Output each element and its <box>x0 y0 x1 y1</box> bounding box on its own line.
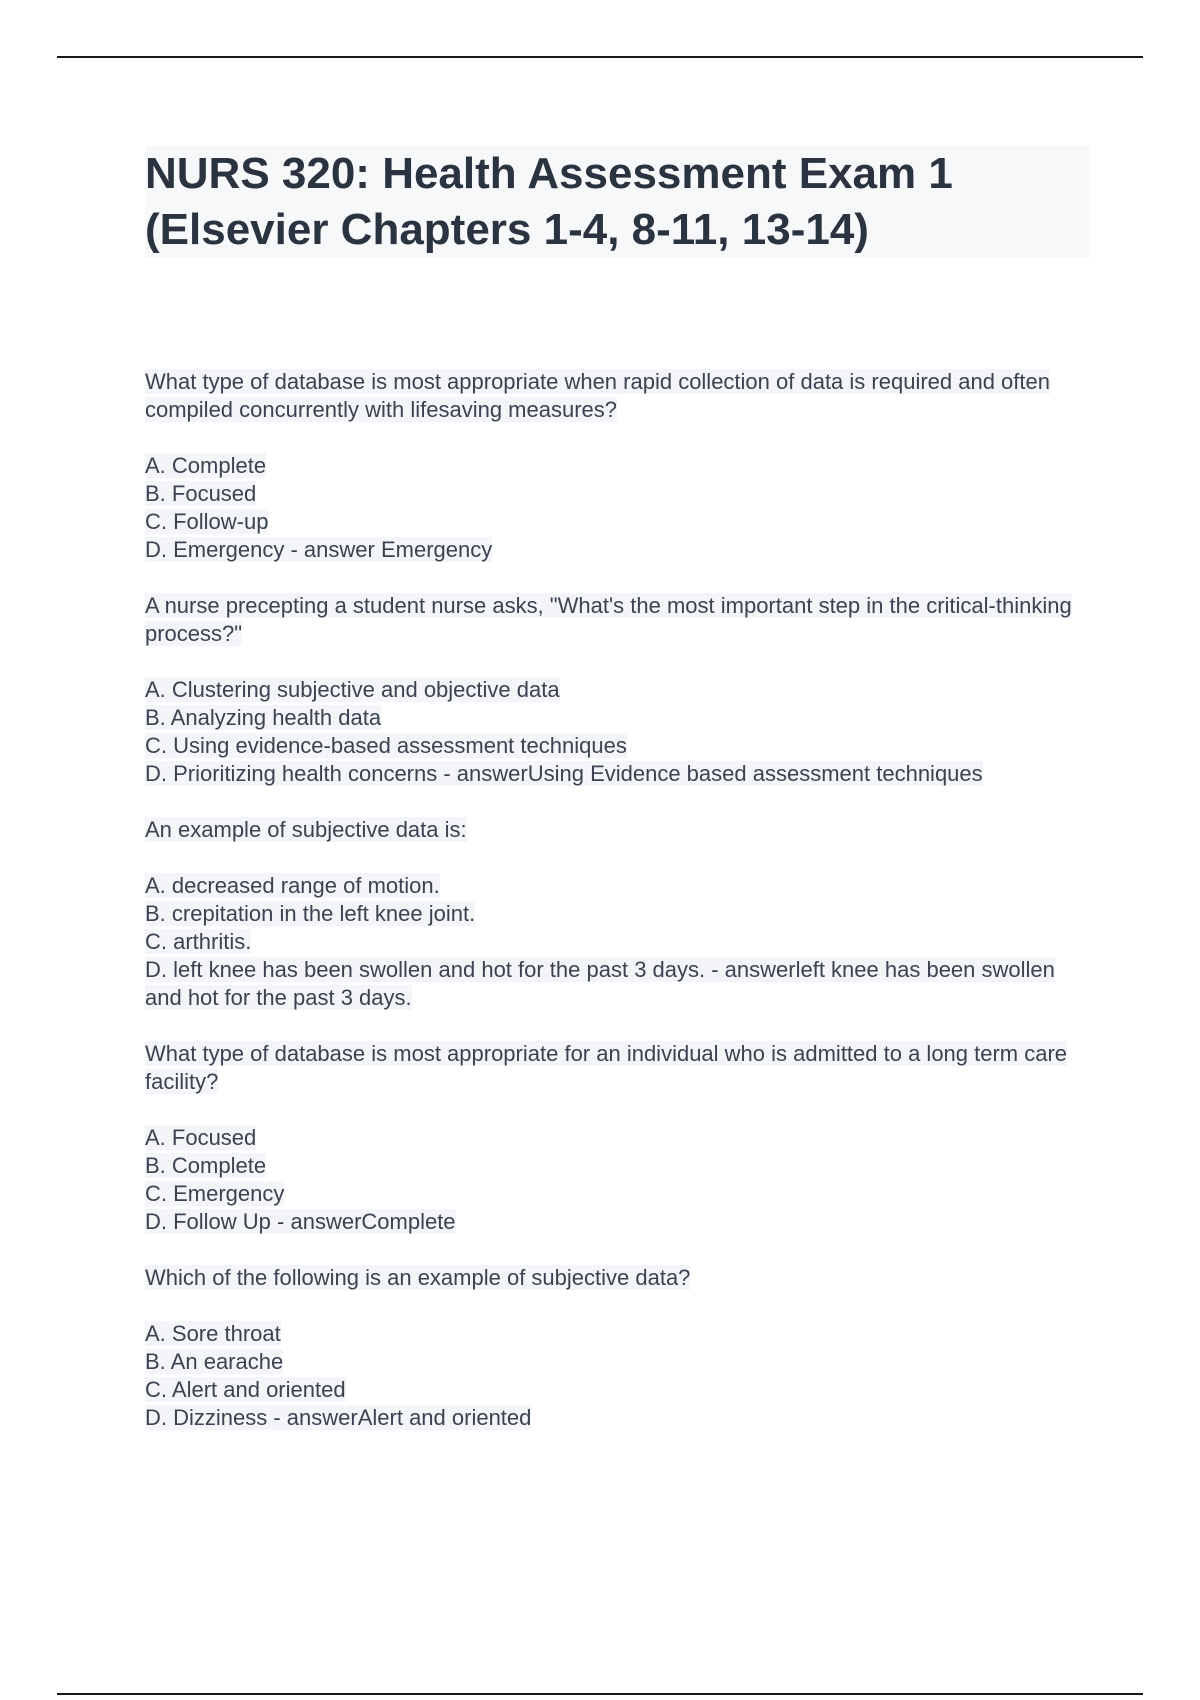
question-text: A nurse precepting a student nurse asks, "What's the most important step in the critical-thinking process?" <box>145 593 1072 646</box>
question-text: What type of database is most appropriate when rapid collection of data is required and often compiled concurrently with lifesaving measures? <box>145 369 1050 422</box>
answer-option: A. Complete <box>145 453 267 478</box>
answer-option: D. left knee has been swollen and hot for the past 3 days. - answerleft knee has been swollen and hot for the past 3 days. <box>145 957 1055 1010</box>
answer-option: C. Alert and oriented <box>145 1377 346 1402</box>
answer-option: B. Analyzing health data <box>145 705 382 730</box>
question-block-5 <box>145 1264 1089 1432</box>
answer-option: A. Sore throat <box>145 1321 281 1346</box>
question-text: What type of database is most appropriate for an individual who is admitted to a long term care facility? <box>145 1041 1068 1094</box>
question-block-4 <box>145 1040 1089 1236</box>
question-block-3 <box>145 816 1089 1012</box>
question-list <box>145 368 1089 1432</box>
question-block-1 <box>145 368 1089 564</box>
document-body <box>145 146 1089 1460</box>
answer-option: B. Complete <box>145 1153 267 1178</box>
answer-option: C. Using evidence-based assessment techniques <box>145 733 627 758</box>
answer-option: D. Emergency - answer Emergency <box>145 537 493 562</box>
top-divider <box>57 56 1143 58</box>
answer-option: B. crepitation in the left knee joint. <box>145 901 476 926</box>
question-text: An example of subjective data is: <box>145 817 467 842</box>
answer-option: A. decreased range of motion. <box>145 873 440 898</box>
question-block-2 <box>145 592 1089 788</box>
question-text: Which of the following is an example of subjective data? <box>145 1265 691 1290</box>
answer-option: C. arthritis. <box>145 929 252 954</box>
answer-option: B. An earache <box>145 1349 284 1374</box>
answer-option: C. Emergency <box>145 1181 285 1206</box>
answer-option: B. Focused <box>145 481 257 506</box>
answer-option: A. Clustering subjective and objective data <box>145 677 560 702</box>
bottom-divider <box>57 1693 1143 1695</box>
answer-option: D. Follow Up - answerComplete <box>145 1209 456 1234</box>
answer-option: A. Focused <box>145 1125 257 1150</box>
answer-option: D. Dizziness - answerAlert and oriented <box>145 1405 532 1430</box>
document-title: NURS 320: Health Assessment Exam 1 (Elsevier Chapters 1-4, 8-11, 13-14) <box>145 146 1089 258</box>
answer-option: C. Follow-up <box>145 509 269 534</box>
answer-option: D. Prioritizing health concerns - answerUsing Evidence based assessment techniques <box>145 761 983 786</box>
